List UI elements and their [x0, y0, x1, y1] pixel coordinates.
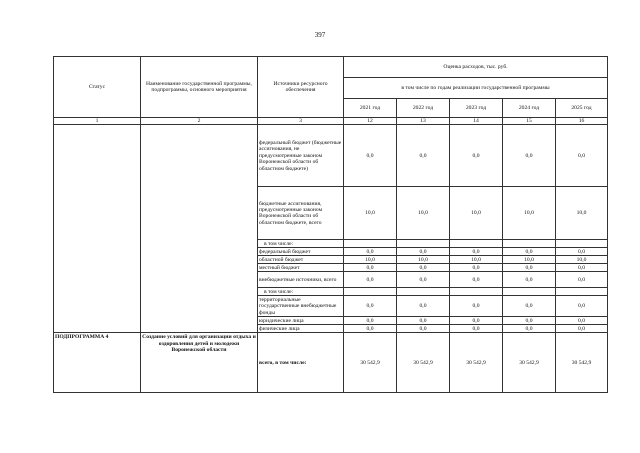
subprogram-value: 30 542,9 — [450, 333, 503, 393]
value-cell: 0,0 — [503, 125, 556, 187]
year-header: 2021 год — [344, 99, 397, 118]
value-cell: 0,0 — [344, 317, 397, 325]
subprogram-row — [54, 333, 608, 393]
column-number: 15 — [503, 118, 556, 125]
value-cell: 10,0 — [503, 256, 556, 264]
source-cell: в том числе: — [258, 288, 344, 296]
value-cell: 0,0 — [503, 317, 556, 325]
value-cell: 0,0 — [503, 296, 556, 317]
value-cell: 0,0 — [344, 296, 397, 317]
source-cell: федеральный бюджет (бюджетные ассигнования, не предусмотренные законом Воронежской области об областном бюджете) — [258, 125, 344, 187]
value-cell: 0,0 — [450, 296, 503, 317]
subprogram-source: всего, в том числе: — [258, 333, 344, 393]
value-cell: 0,0 — [344, 325, 397, 333]
subprogram-value: 30 542,9 — [344, 333, 397, 393]
value-cell: 0,0 — [556, 317, 608, 325]
value-cell — [397, 240, 450, 248]
value-cell: 10,0 — [503, 187, 556, 240]
subprogram-name: Создание условий для организации отдыха и оздоровления детей и молодежи Воронежской области — [141, 333, 258, 393]
source-cell: юридические лица — [258, 317, 344, 325]
value-cell — [503, 240, 556, 248]
year-header: 2024 год — [503, 99, 556, 118]
source-cell: в том числе: — [258, 240, 344, 248]
value-cell — [556, 288, 608, 296]
value-cell: 0,0 — [450, 125, 503, 187]
source-cell: федеральный бюджет — [258, 248, 344, 256]
value-cell — [450, 240, 503, 248]
year-header: 2023 год — [450, 99, 503, 118]
value-cell: 0,0 — [397, 296, 450, 317]
header-breakdown: в том числе по годам реализации государственной программы — [344, 78, 608, 99]
value-cell: 0,0 — [344, 272, 397, 288]
header-name: Наименование государственной программы, подпрограммы, основного мероприятия — [141, 57, 258, 118]
value-cell: 10,0 — [397, 256, 450, 264]
value-cell: 10,0 — [450, 187, 503, 240]
value-cell — [397, 288, 450, 296]
header-status: Статус — [54, 57, 141, 118]
source-cell: внебюджетные источники, всего — [258, 272, 344, 288]
value-cell: 0,0 — [397, 325, 450, 333]
value-cell: 10,0 — [344, 256, 397, 264]
source-cell: областной бюджет — [258, 256, 344, 264]
column-number: 12 — [344, 118, 397, 125]
value-cell: 0,0 — [503, 264, 556, 272]
budget-table — [53, 56, 608, 393]
value-cell — [450, 288, 503, 296]
value-cell: 10,0 — [344, 187, 397, 240]
source-cell: местный бюджет — [258, 264, 344, 272]
value-cell: 0,0 — [556, 125, 608, 187]
column-number: 1 — [54, 118, 141, 125]
source-cell: физические лица — [258, 325, 344, 333]
source-cell: бюджетные ассигнования, предусмотренные законом Воронежской области об областном бюджете, всего — [258, 187, 344, 240]
value-cell: 10,0 — [397, 187, 450, 240]
value-cell: 0,0 — [450, 264, 503, 272]
value-cell: 0,0 — [397, 317, 450, 325]
value-cell — [344, 288, 397, 296]
value-cell: 10,0 — [556, 187, 608, 240]
header-estimate: Оценка расходов, тыс. руб. — [344, 57, 608, 78]
value-cell: 0,0 — [556, 325, 608, 333]
column-number: 13 — [397, 118, 450, 125]
value-cell: 0,0 — [344, 248, 397, 256]
value-cell — [503, 288, 556, 296]
page-number: 397 — [314, 31, 326, 39]
year-header: 2025 год — [556, 99, 608, 118]
value-cell: 0,0 — [450, 272, 503, 288]
value-cell: 0,0 — [450, 248, 503, 256]
column-number: 2 — [141, 118, 258, 125]
column-number-row — [54, 118, 608, 125]
value-cell: 0,0 — [450, 325, 503, 333]
subprogram-value: 30 542,9 — [503, 333, 556, 393]
source-cell: территориальные государственные внебюджетные фонды — [258, 296, 344, 317]
value-cell: 0,0 — [556, 248, 608, 256]
name-cell-empty — [141, 125, 258, 333]
value-cell: 0,0 — [397, 125, 450, 187]
value-cell: 0,0 — [556, 296, 608, 317]
column-number: 3 — [258, 118, 344, 125]
year-header: 2022 год — [397, 99, 450, 118]
value-cell — [344, 240, 397, 248]
table-row — [54, 125, 608, 187]
value-cell: 0,0 — [344, 125, 397, 187]
value-cell: 0,0 — [556, 264, 608, 272]
value-cell: 0,0 — [397, 248, 450, 256]
value-cell: 0,0 — [556, 272, 608, 288]
column-number: 16 — [556, 118, 608, 125]
subprogram-value: 30 542,9 — [556, 333, 608, 393]
subprogram-status: ПОДПРОГРАММА 4 — [54, 333, 141, 393]
value-cell: 0,0 — [503, 248, 556, 256]
value-cell — [556, 240, 608, 248]
value-cell: 10,0 — [556, 256, 608, 264]
value-cell: 0,0 — [503, 272, 556, 288]
value-cell: 0,0 — [450, 317, 503, 325]
value-cell: 0,0 — [397, 272, 450, 288]
header-row — [54, 57, 608, 78]
subprogram-value: 30 542,9 — [397, 333, 450, 393]
value-cell: 0,0 — [503, 325, 556, 333]
column-number: 14 — [450, 118, 503, 125]
header-sources: Источники ресурсного обеспечения — [258, 57, 344, 118]
value-cell: 10,0 — [450, 256, 503, 264]
status-cell-empty — [54, 125, 141, 333]
value-cell: 0,0 — [397, 264, 450, 272]
value-cell: 0,0 — [344, 264, 397, 272]
